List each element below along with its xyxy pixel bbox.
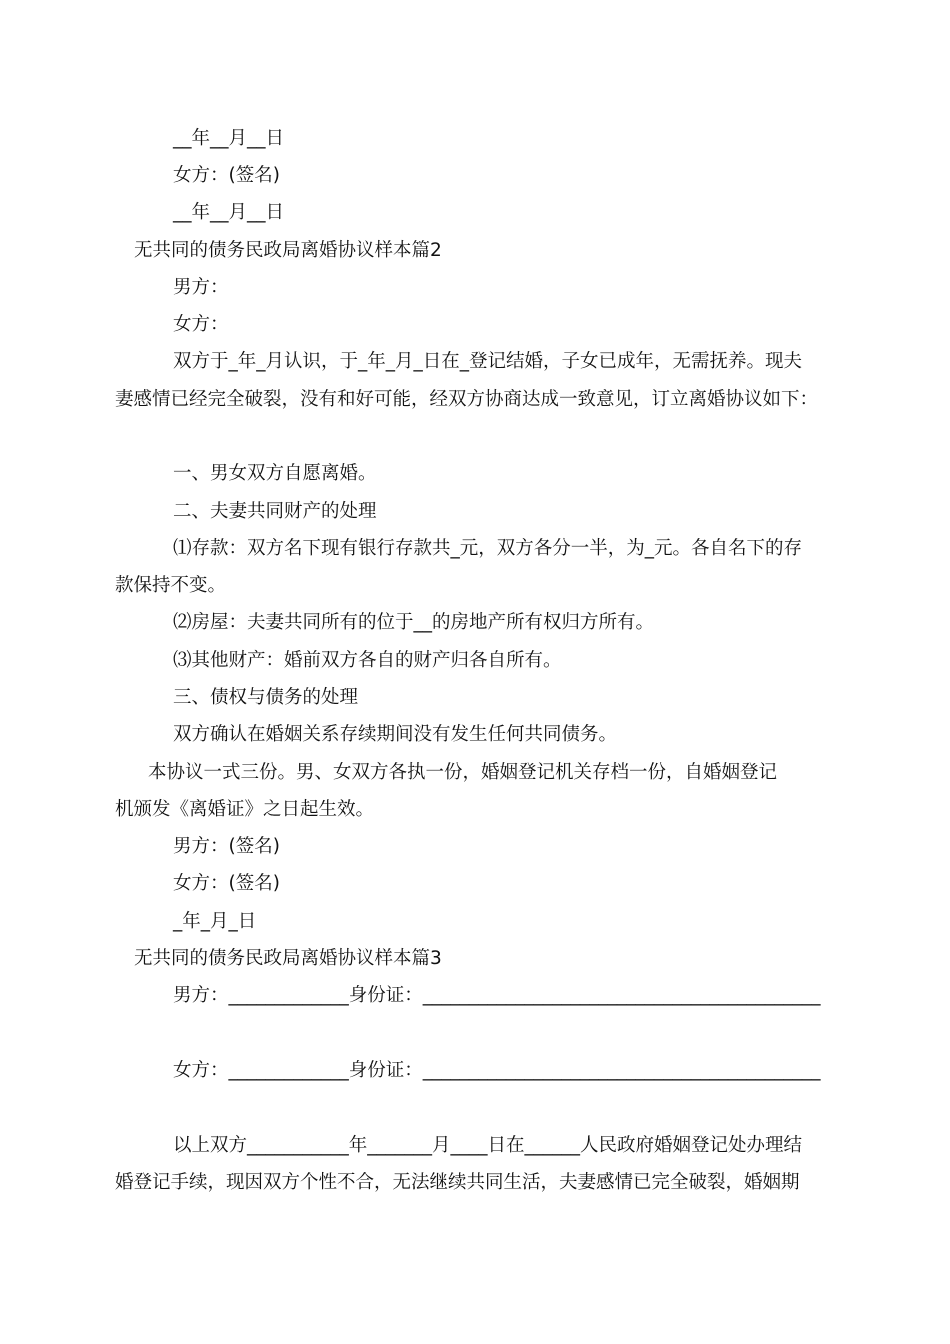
clause-line: 三、债权与债务的处理 — [173, 687, 359, 708]
clause-line: 二、夫妻共同财产的处理 — [173, 501, 377, 522]
female-signature-line: 女方：(签名) — [173, 165, 280, 186]
paragraph-line: 婚登记手续，现因双方个性不合，无法继续共同生活，夫妻感情已完全破裂，婚姻期 — [115, 1172, 800, 1193]
female-party-line: 女方： — [173, 314, 229, 335]
date-line: _年_月_日 — [173, 911, 257, 932]
clause-line: 一、男女双方自愿离婚。 — [173, 463, 377, 484]
section-heading-3: 无共同的债务民政局离婚协议样本篇3 — [134, 948, 442, 969]
paragraph-line: 机颁发《离婚证》之日起生效。 — [115, 799, 375, 820]
paragraph-line: 妻感情已经完全破裂，没有和好可能，经双方协商达成一致意见，订立离婚协议如下： — [115, 389, 819, 410]
male-id-line: 男方：_____________身份证：___________________________________________ — [173, 985, 821, 1006]
clause-line: ⑵房屋：夫妻共同所有的位于__的房地产所有权归方所有。 — [173, 612, 655, 633]
male-signature-line: 男方：(签名) — [173, 836, 280, 857]
clause-line: ⑶其他财产：婚前双方各自的财产归各自所有。 — [173, 650, 562, 671]
date-line: __年__月__日 — [173, 128, 285, 149]
female-id-line: 女方：_____________身份证：___________________________________________ — [173, 1060, 821, 1081]
clause-line: 款保持不变。 — [115, 575, 227, 596]
paragraph-line: 以上双方___________年_______月____日在______人民政府婚姻登记处办理结 — [173, 1135, 803, 1156]
paragraph-line: 双方于_年_月认识，于_年_月_日在_登记结婚，子女已成年，无需抚养。现夫 — [173, 351, 803, 372]
paragraph-line: 本协议一式三份。男、女双方各执一份，婚姻登记机关存档一份，自婚姻登记 — [148, 762, 778, 783]
date-line: __年__月__日 — [173, 202, 285, 223]
clause-line: ⑴存款：双方名下现有银行存款共_元，双方各分一半，为_元。各自名下的存 — [173, 538, 803, 559]
clause-line: 双方确认在婚姻关系存续期间没有发生任何共同债务。 — [173, 724, 618, 745]
section-heading-2: 无共同的债务民政局离婚协议样本篇2 — [134, 240, 442, 261]
female-signature-line: 女方：(签名) — [173, 873, 280, 894]
male-party-line: 男方： — [173, 277, 229, 298]
